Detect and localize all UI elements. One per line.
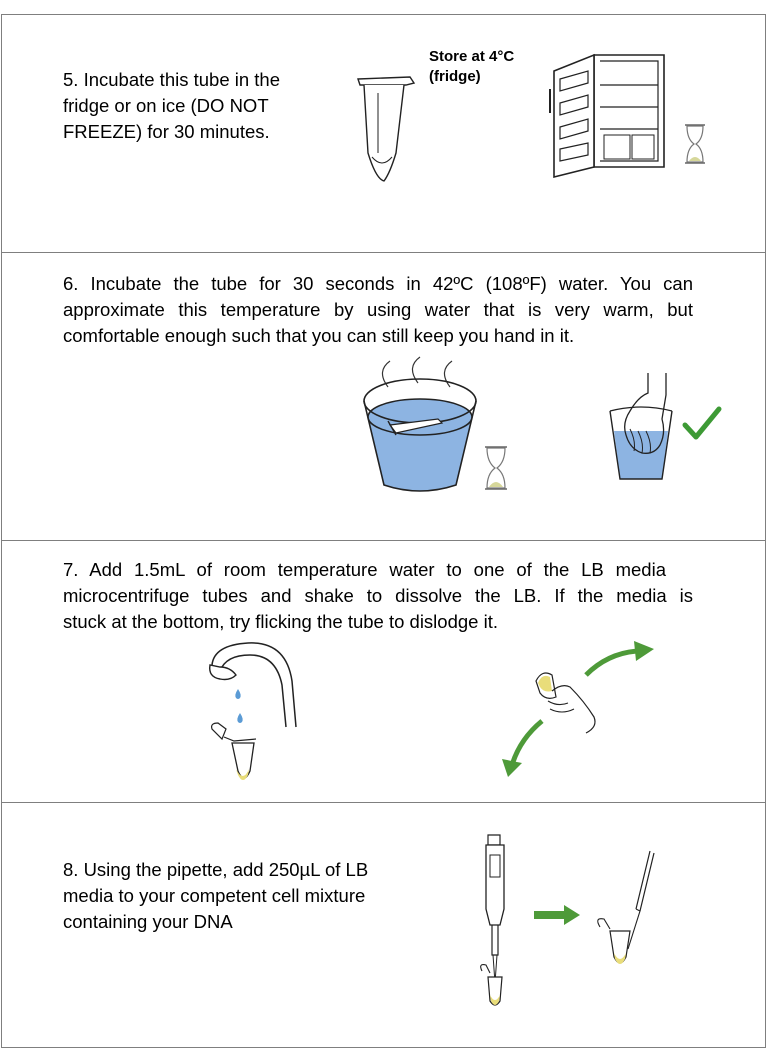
step-6-text-line-2: approximate this temperature by using water that is very warm, but: [63, 299, 693, 320]
arrow-icon: [582, 639, 656, 681]
step-8-text: [63, 857, 368, 935]
microcentrifuge-tube-icon: [354, 73, 424, 185]
pipette-icon: [474, 833, 518, 1015]
hourglass-icon: [682, 123, 708, 165]
step-5-line-3: FREEZE) for 30 minutes.: [63, 121, 270, 142]
step-8-line-2: media to your competent cell mixture: [63, 885, 366, 906]
hand-in-water-icon: [608, 371, 678, 483]
faucet-icon: [206, 641, 306, 733]
step-8-panel: [1, 802, 766, 1048]
open-tube-icon: [208, 721, 262, 787]
checkmark-icon: [682, 405, 722, 441]
open-fridge-icon: [546, 49, 676, 177]
water-drop-icon: [232, 689, 248, 725]
step-7-text-line-1: 7. Add 1.5mL of room temperature water to one of the LB media: [63, 559, 666, 580]
step-6-text-line-1: 6. Incubate the tube for 30 seconds in 42ºC (108ºF) water. You can: [63, 273, 693, 294]
storage-note: [429, 47, 514, 87]
step-8-line-3: containing your DNA: [63, 911, 233, 932]
step-7-text-line-2: microcentrifuge tubes and shake to dissolve the LB. If the media is: [63, 585, 693, 606]
step-5-line-2: fridge or on ice (DO NOT: [63, 95, 269, 116]
hourglass-icon: [482, 445, 510, 491]
step-5-text: [63, 67, 280, 145]
step-5-line-1: 5. Incubate this tube in the: [63, 69, 281, 90]
step-6-text-line-3: comfortable enough such that you can still keep you hand in it.: [63, 325, 575, 346]
step-7-panel: [1, 540, 766, 803]
right-arrow-icon: [532, 903, 582, 927]
storage-note-line-2: (fridge): [429, 68, 481, 85]
storage-note-line-1: Store at 4°C: [429, 48, 515, 65]
tube-with-pipette-tip-icon: [592, 849, 662, 975]
step-5-panel: [1, 14, 766, 253]
step-6-panel: [1, 252, 766, 541]
warm-water-cup-icon: [360, 357, 480, 497]
step-8-line-1: 8. Using the pipette, add 250µL of LB: [63, 859, 369, 880]
arrow-icon: [498, 717, 548, 779]
step-7-text-line-3: stuck at the bottom, try flicking the tube to dislodge it.: [63, 611, 498, 632]
